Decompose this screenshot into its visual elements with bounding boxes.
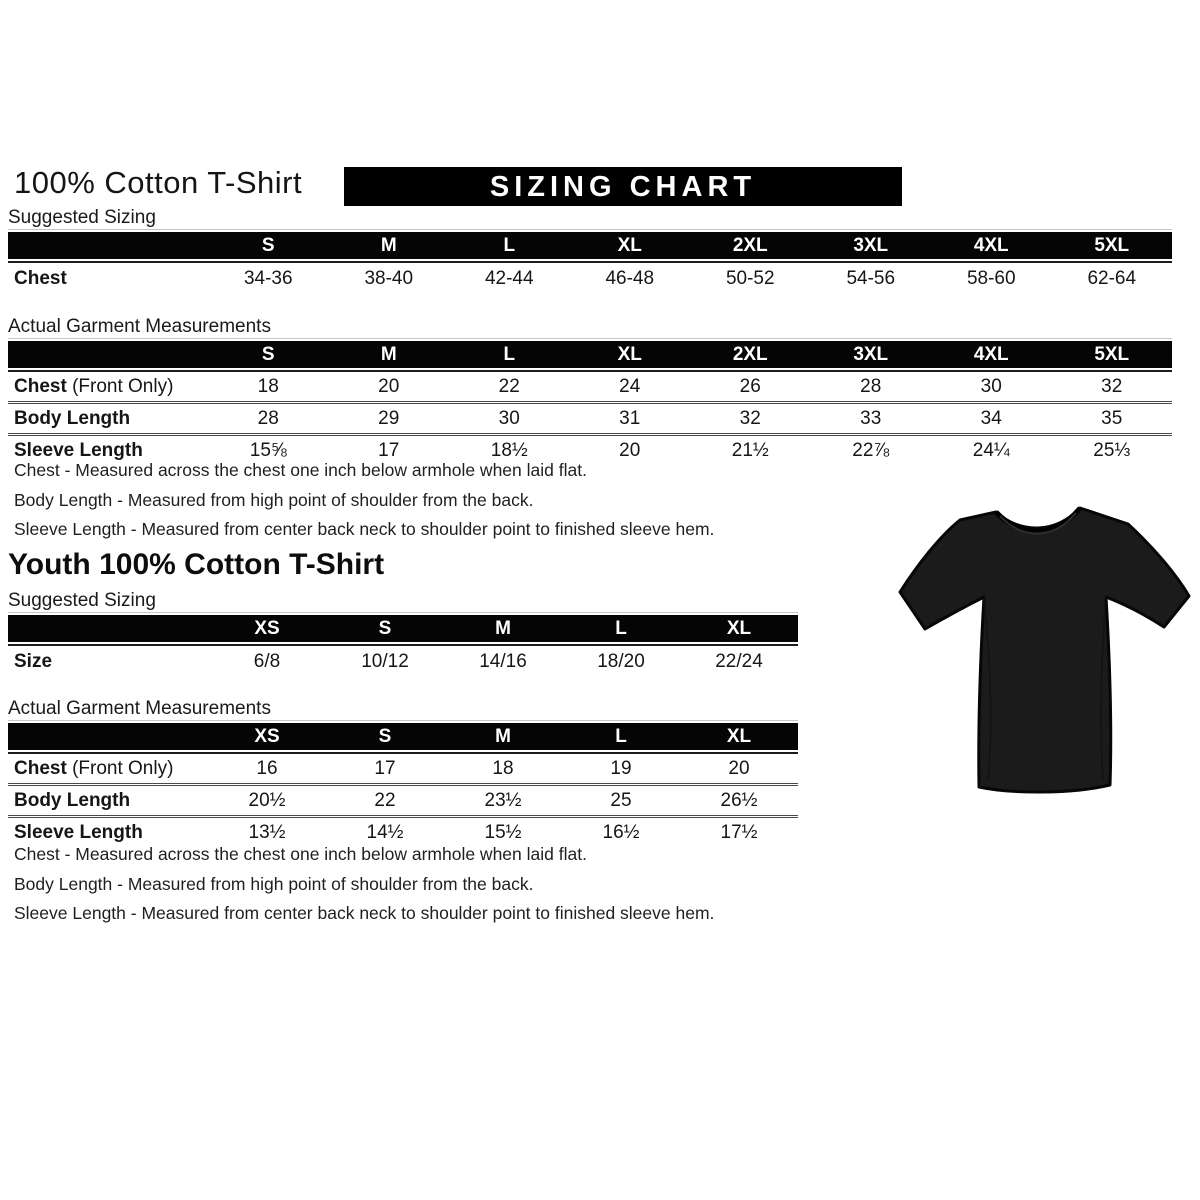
column-header: S xyxy=(378,725,392,747)
tshirt-icon xyxy=(892,486,1197,811)
cell: 18½ xyxy=(490,439,528,461)
column-header: L xyxy=(503,234,516,256)
youth-section-title: Youth 100% Cotton T-Shirt xyxy=(8,548,385,581)
column-header: 2XL xyxy=(732,343,768,365)
cell: 32 xyxy=(1101,375,1123,397)
cell: 15½ xyxy=(484,821,522,843)
table-header-row xyxy=(8,341,1172,368)
adult-actual-measurements-table xyxy=(8,338,1172,465)
row-label-main: Chest xyxy=(14,757,67,779)
column-header: S xyxy=(378,617,392,639)
column-header: 3XL xyxy=(853,343,889,365)
cell: 6/8 xyxy=(253,650,281,672)
column-header: XL xyxy=(617,234,642,256)
table-row xyxy=(8,754,798,783)
cell: 25 xyxy=(610,789,632,811)
youth-actual-measurements-label: Actual Garment Measurements xyxy=(8,698,271,719)
column-header: S xyxy=(261,343,275,365)
table-row xyxy=(8,783,798,815)
youth-measurement-notes xyxy=(14,844,714,933)
cell: 32 xyxy=(739,407,761,429)
cell: 22⅞ xyxy=(852,439,890,461)
row-label: Sleeve Length xyxy=(14,439,143,461)
cell: 25⅓ xyxy=(1093,439,1131,461)
cell: 20 xyxy=(619,439,641,461)
cell: 17 xyxy=(374,757,396,779)
column-header: M xyxy=(380,234,397,256)
adult-suggested-sizing-table xyxy=(8,229,1172,294)
column-header: 5XL xyxy=(1094,343,1130,365)
cell: 50-52 xyxy=(725,267,775,289)
table-row xyxy=(8,263,1172,294)
note-line: Sleeve Length - Measured from center back neck to shoulder point to finished sleeve hem. xyxy=(14,903,715,923)
column-header: 4XL xyxy=(973,234,1009,256)
youth-actual-measurements-table xyxy=(8,720,798,847)
column-header: XL xyxy=(617,343,642,365)
note-line: Body Length - Measured from high point of shoulder from the back. xyxy=(14,489,534,510)
note-line: Chest - Measured across the chest one inch below armhole when laid flat. xyxy=(14,844,587,864)
row-label: Body Length xyxy=(14,407,131,429)
cell: 62-64 xyxy=(1087,267,1137,289)
cell: 30 xyxy=(498,407,520,429)
page-title: 100% Cotton T-Shirt xyxy=(14,165,303,200)
table-row xyxy=(8,401,1172,433)
table-header-row xyxy=(8,723,798,750)
row-label: Body Length xyxy=(14,789,131,811)
cell: 20½ xyxy=(248,789,286,811)
cell: 20 xyxy=(728,757,750,779)
cell: 28 xyxy=(860,375,882,397)
column-header: L xyxy=(615,725,627,747)
row-label: Size xyxy=(14,650,53,672)
cell: 33 xyxy=(860,407,882,429)
cell: 17 xyxy=(378,439,400,461)
table-row xyxy=(8,372,1172,401)
cell: 30 xyxy=(980,375,1002,397)
row-label-main: Chest xyxy=(14,375,67,397)
cell: 15⅝ xyxy=(249,439,287,461)
cell: 18 xyxy=(257,375,279,397)
cell: 20 xyxy=(378,375,400,397)
cell: 34 xyxy=(980,407,1002,429)
cell: 58-60 xyxy=(966,267,1016,289)
table-header-row xyxy=(8,615,798,642)
row-label-suffix: (Front Only) xyxy=(66,757,174,779)
column-header: XL xyxy=(726,617,752,639)
cell: 46-48 xyxy=(605,267,655,289)
cell: 24¼ xyxy=(972,439,1010,461)
cell: 38-40 xyxy=(364,267,414,289)
cell: 14½ xyxy=(366,821,404,843)
cell: 34-36 xyxy=(243,267,293,289)
cell: 54-56 xyxy=(846,267,896,289)
row-label: Sleeve Length xyxy=(14,821,143,843)
cell: 26½ xyxy=(720,789,758,811)
cell: 18 xyxy=(492,757,514,779)
cell: 10/12 xyxy=(361,650,409,672)
youth-suggested-sizing-table xyxy=(8,612,798,677)
column-header: S xyxy=(261,234,275,256)
row-label-suffix: (Front Only) xyxy=(66,375,174,397)
row-label xyxy=(8,758,208,780)
cell: 24 xyxy=(619,375,641,397)
column-header: XL xyxy=(726,725,752,747)
cell: 35 xyxy=(1101,407,1123,429)
table-row xyxy=(8,646,798,677)
cell: 23½ xyxy=(484,789,522,811)
column-header: 4XL xyxy=(973,343,1009,365)
note-line: Sleeve Length - Measured from center back neck to shoulder point to finished sleeve hem. xyxy=(14,519,715,539)
cell: 28 xyxy=(257,407,279,429)
cell: 19 xyxy=(610,757,632,779)
sizing-chart-banner: SIZING CHART xyxy=(344,167,902,206)
adult-actual-measurements-label: Actual Garment Measurements xyxy=(8,316,271,337)
cell: 26 xyxy=(739,375,761,397)
column-header: XS xyxy=(254,617,280,639)
table-header-row xyxy=(8,232,1172,259)
cell: 29 xyxy=(378,407,400,429)
cell: 21½ xyxy=(731,439,769,461)
cell: 14/16 xyxy=(479,650,527,672)
column-header: XS xyxy=(254,725,280,747)
column-header: M xyxy=(495,725,511,747)
adult-suggested-sizing-label: Suggested Sizing xyxy=(8,207,156,228)
column-header: L xyxy=(615,617,627,639)
cell: 16 xyxy=(256,757,278,779)
note-line: Body Length - Measured from high point of shoulder from the back. xyxy=(14,873,534,894)
column-header: 3XL xyxy=(853,234,889,256)
row-label: Chest xyxy=(14,267,67,289)
cell: 16½ xyxy=(602,821,640,843)
cell: 22 xyxy=(374,789,396,811)
adult-measurement-notes xyxy=(14,460,714,549)
note-line: Chest - Measured across the chest one inch below armhole when laid flat. xyxy=(14,460,587,480)
column-header: M xyxy=(380,343,397,365)
cell: 17½ xyxy=(720,821,758,843)
column-header: L xyxy=(503,343,516,365)
tshirt-image xyxy=(892,486,1197,816)
cell: 18/20 xyxy=(597,650,645,672)
cell: 22 xyxy=(498,375,520,397)
column-header: M xyxy=(495,617,511,639)
cell: 22/24 xyxy=(715,650,763,672)
row-label xyxy=(8,376,208,398)
column-header: 2XL xyxy=(732,234,768,256)
youth-suggested-sizing-label: Suggested Sizing xyxy=(8,590,156,611)
table-row xyxy=(8,815,798,847)
cell: 13½ xyxy=(248,821,286,843)
cell: 42-44 xyxy=(484,267,534,289)
cell: 31 xyxy=(619,407,641,429)
column-header: 5XL xyxy=(1094,234,1130,256)
